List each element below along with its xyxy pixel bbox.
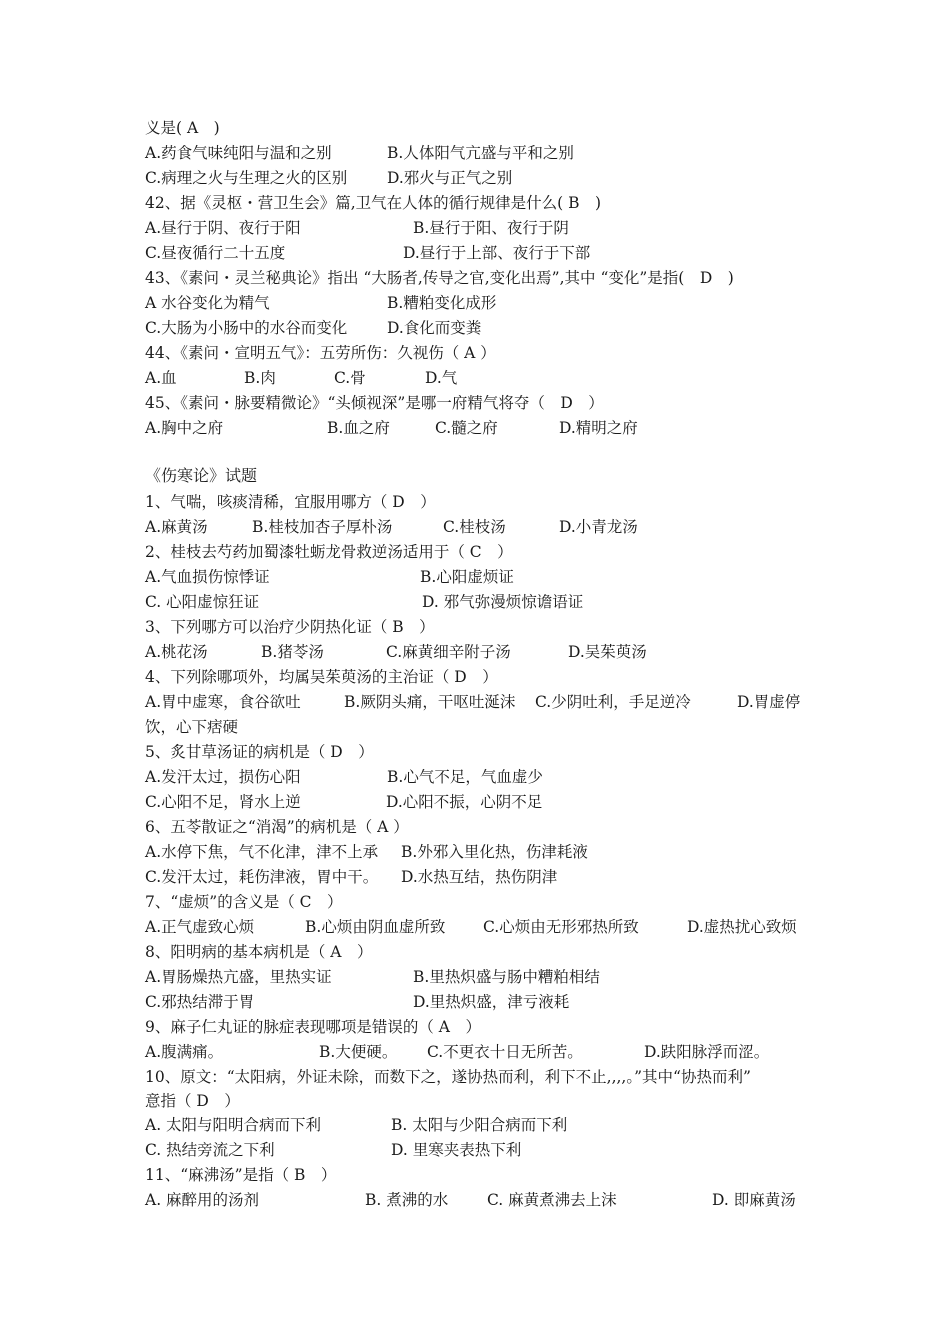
option-a: A. 麻醉用的汤剂 [145,1191,260,1209]
option-d: D.小青龙汤 [559,518,638,536]
option-a: A.腹满痛。 [145,1043,224,1061]
option-d-continued: 饮，心下痞硬 [145,718,239,736]
option-d: D.里热炽盛，津亏液耗 [413,993,570,1011]
question-text: 5、炙甘草汤证的病机是（ D ） [145,743,374,761]
option-c: C.邪热结滞于胃 [145,993,255,1011]
option-b: B.糟粕变化成形 [387,294,497,312]
question-text: 1、气喘，咳痰清稀，宜服用哪方（ D ） [145,493,436,511]
option-b: B.心烦由阴血虚所致 [305,918,446,936]
option-b: B.人体阳气亢盛与平和之别 [387,144,574,162]
option-c: C.骨 [334,369,366,387]
option-d: D.昼行于上部、夜行于下部 [403,244,591,262]
option-c: C.少阴吐利，手足逆冷 [535,693,691,711]
option-c: C.心阳不足，肾水上逆 [145,793,301,811]
option-c: C.大肠为小肠中的水谷而变化 [145,319,348,337]
option-d: D.心阳不振，心阴不足 [386,793,543,811]
option-b: B.血之府 [327,419,390,437]
question-text: 8、阳明病的基本病机是（ A ） [145,943,373,961]
option-b: B.大便硬。 [319,1043,398,1061]
question-text: 11、“麻沸汤”是指（ B ） [145,1166,337,1184]
option-b: B.厥阴头痛，干呕吐涎沫 [344,693,516,711]
question-text: 2、桂枝去芍药加蜀漆牡蛎龙骨救逆汤适用于（ C ） [145,543,513,561]
option-c: C.发汗太过，耗伤津液，胃中干。 [145,868,379,886]
question-text: 44、《素问・宣明五气》：五劳所伤：久视伤（ A ） [145,344,496,362]
option-c: C. 麻黄煮沸去上沫 [487,1191,617,1209]
option-a: A 水谷变化为精气 [145,294,270,312]
option-b: B.心气不足，气血虚少 [387,768,543,786]
option-a: A.药食气味纯阳与温和之别 [145,144,332,162]
option-c: C. 心阳虚惊狂证 [145,593,260,611]
option-d: D.吴茱萸汤 [568,643,647,661]
option-c: C.髓之府 [435,419,498,437]
option-a: A. 太阳与阳明合病而下利 [145,1116,322,1134]
option-b: B.心阳虚烦证 [420,568,514,586]
question-text: 7、“虚烦”的含义是（ C ） [145,893,343,911]
option-a: A.正气虚致心烦 [145,918,255,936]
option-a: A.胃肠燥热亢盛，里热实证 [145,968,332,986]
option-a: A.发汗太过，损伤心阳 [145,768,301,786]
option-a: A.胸中之府 [145,419,224,437]
option-b: B.昼行于阳、夜行于阴 [413,219,569,237]
option-a: A.胃中虚寒，食谷欲吐 [145,693,301,711]
question-text-continued: 意指（ D ） [145,1092,240,1110]
option-a: A.血 [145,369,177,387]
question-text: 6、五苓散证之“消渴”的病机是（ A ） [145,818,409,836]
option-b: B.桂枝加杏子厚朴汤 [252,518,393,536]
option-b: B.外邪入里化热，伤津耗液 [401,843,588,861]
option-d: D. 里寒夹表热下利 [391,1141,522,1159]
option-c: C. 热结旁流之下利 [145,1141,275,1159]
option-d: D.气 [425,369,458,387]
option-d: D.食化而变粪 [387,319,482,337]
option-c: C.不更衣十日无所苦。 [427,1043,583,1061]
question-text: 义是( A ) [145,119,220,137]
option-c: C.心烦由无形邪热所致 [483,918,639,936]
option-d: D.趺阳脉浮而涩。 [644,1043,770,1061]
question-text: 10、原文：“太阳病，外证未除，而数下之，遂协热而利，利下不止,,,,。”其中“协热而利” [145,1068,751,1086]
option-a: A.桃花汤 [145,643,208,661]
option-d: D. 邪气弥漫烦惊谵语证 [422,593,584,611]
question-text: 42、据《灵枢・营卫生会》篇,卫气在人体的循行规律是什么( B ) [145,194,602,212]
option-c: C.桂枝汤 [443,518,506,536]
option-b: B. 煮沸的水 [365,1191,449,1209]
question-text: 43、《素问・灵兰秘典论》指出 “大肠者,传导之官,变化出焉”,其中 “变化”是指( D ) [145,269,734,287]
question-text: 9、麻子仁丸证的脉症表现哪项是错误的（ A ） [145,1018,481,1036]
option-d: D.虚热扰心致烦 [687,918,797,936]
option-b: B.猪苓汤 [261,643,324,661]
option-c: C.病理之火与生理之火的区别 [145,169,348,187]
option-d: D.水热互结，热伤阴津 [401,868,558,886]
option-b: B.里热炽盛与肠中糟粕相结 [413,968,600,986]
question-text: 45、《素问・脉要精微论》“头倾视深”是哪一府精气将夺（ D ） [145,394,604,412]
option-c: C.麻黄细辛附子汤 [386,643,511,661]
option-b: B.肉 [244,369,276,387]
option-d: D.精明之府 [559,419,638,437]
option-c: C.昼夜循行二十五度 [145,244,286,262]
option-a: A.麻黄汤 [145,518,208,536]
option-d: D.胃虚停 [737,693,801,711]
option-a: A.水停下焦，气不化津，津不上承 [145,843,379,861]
question-text: 3、下列哪方可以治疗少阴热化证（ B ） [145,618,435,636]
option-d: D.邪火与正气之别 [387,169,513,187]
option-b: B. 太阳与少阳合病而下利 [391,1116,568,1134]
option-d: D. 即麻黄汤 [712,1191,796,1209]
option-a: A.气血损伤惊悸证 [145,568,270,586]
option-a: A.昼行于阴、夜行于阳 [145,219,301,237]
question-text: 4、下列除哪项外，均属吴茱萸汤的主治证（ D ） [145,668,498,686]
section-title-text: 《伤寒论》试题 [145,466,258,485]
